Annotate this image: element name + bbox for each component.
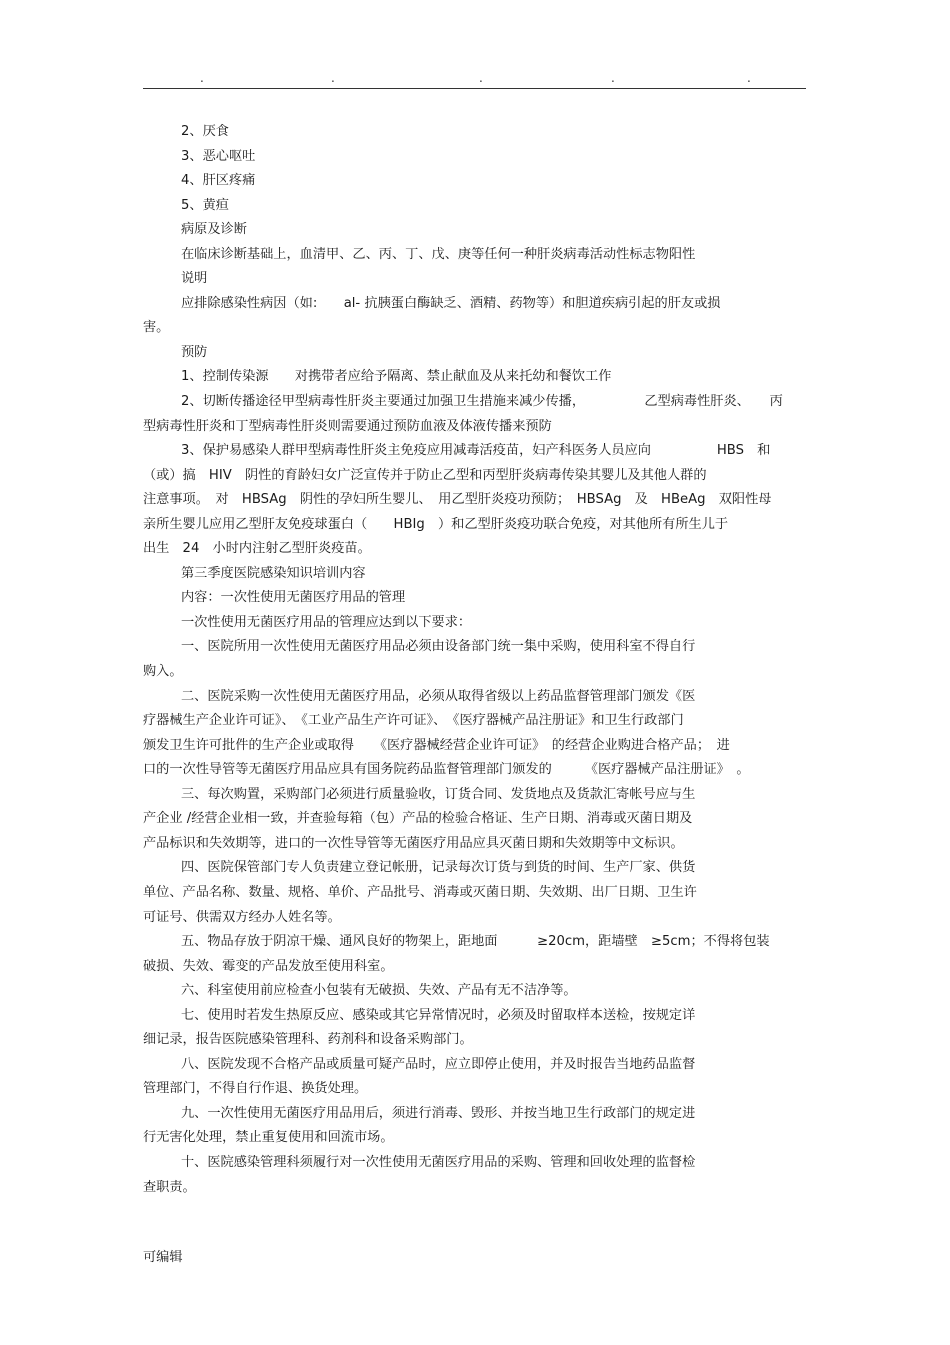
text-line: 管理部门，不得自行作退、换货处理。	[143, 1081, 368, 1097]
text-line: 口的一次性导管等无菌医疗用品应具有国务院药品监督管理部门颁发的 《医疗器械产品注册证》 。	[143, 762, 750, 778]
text-line: 在临床诊断基础上，血清甲、乙、丙、丁、戊、庚等任何一种肝炎病毒活动性标志物阳性	[181, 246, 696, 262]
text-line: 行无害化处理，禁止重复使用和回流市场。	[143, 1130, 394, 1146]
text-line: 产企业 /经营企业相一致，并查验每箱（包）产品的检验合格证、生产日期、消毒或灭菌日期及	[143, 811, 693, 827]
text-line: 五、物品存放于阴凉干燥、通风良好的物架上，距地面 ≥20cm，距墙壁 ≥5cm；不得将包装	[181, 934, 770, 950]
text-line: 3、恶心呕吐	[181, 148, 256, 164]
text-line: 说明	[181, 271, 208, 287]
text-line: 疗器械生产企业许可证》、 《工业产品生产许可证》、 《医疗器械产品注册证》和卫生行政部门	[143, 713, 684, 729]
header-dot: .	[611, 71, 615, 85]
text-line: 注意事项。 对 HBSAg 阴性的孕妇所生婴儿、 用乙型肝炎疫功预防； HBSAg 及 HBeAg 双阳性母	[143, 492, 772, 508]
text-line: 2、切断传播途径甲型病毒性肝炎主要通过加强卫生措施来减少传播， 乙型病毒性肝炎、 丙	[181, 394, 783, 410]
page-header-dots	[143, 70, 806, 86]
text-line: 七、使用时若发生热原反应、感染或其它异常情况时，必须及时留取样本送检，按规定详	[181, 1007, 696, 1023]
text-line: 八、医院发现不合格产品或质量可疑产品时，应立即停止使用，并及时报告当地药品监督	[181, 1056, 696, 1072]
text-line: 预防	[181, 344, 208, 360]
text-line: 病原及诊断	[181, 222, 247, 238]
text-line: 亲所生婴儿应用乙型肝友免疫球蛋白（ HBIg ）和乙型肝炎疫功联合免疫，对其他所有所生儿于	[143, 516, 729, 532]
text-line: 可证号、供需双方经办人姓名等。	[143, 909, 341, 925]
text-line: 1、控制传染源 对携带者应给予隔离、禁止献血及从来托幼和餐饮工作	[181, 369, 612, 385]
header-rule	[143, 88, 806, 89]
text-line: 内容：一次性使用无菌医疗用品的管理	[181, 590, 406, 606]
text-line: 二、医院采购一次性使用无菌医疗用品，必须从取得省级以上药品监督管理部门颁发《医	[181, 688, 696, 704]
text-line: 颁发卫生许可批件的生产企业或取得 《医疗器械经营企业许可证》 的经营企业购进合格产品； 进	[143, 737, 730, 753]
text-line: 单位、产品名称、数量、规格、单价、产品批号、消毒或灭菌日期、失效期、出厂日期、卫生许	[143, 884, 697, 900]
text-line: 细记录，报告医院感染管理科、药剂科和设备采购部门。	[143, 1032, 473, 1048]
header-dot: .	[747, 71, 751, 85]
text-line: 一次性使用无菌医疗用品的管理应达到以下要求：	[181, 614, 472, 630]
text-line: 4、肝区疼痛	[181, 173, 256, 189]
text-line: 一、医院所用一次性使用无菌医疗用品必须由设备部门统一集中采购，使用科室不得自行	[181, 639, 696, 655]
document-body	[143, 120, 806, 1200]
text-line: 型病毒性肝炎和丁型病毒性肝炎则需要通过预防血液及体液传播来预防	[143, 418, 552, 434]
header-dot: .	[331, 71, 335, 85]
text-line: 九、一次性使用无菌医疗用品用后，须进行消毒、毁形、并按当地卫生行政部门的规定进	[181, 1105, 696, 1121]
text-line: 十、医院感染管理科须履行对一次性使用无菌医疗用品的采购、管理和回收处理的监督检	[181, 1154, 696, 1170]
header-dot: .	[479, 71, 483, 85]
text-line: 出生 24 小时内注射乙型肝炎疫苗。	[143, 541, 371, 557]
text-line: 产品标识和失效期等，进口的一次性导管等无菌医疗用品应具灭菌日期和失效期等中文标识。	[143, 835, 684, 851]
text-line: 六、科室使用前应检查小包装有无破损、失效、产品有无不洁净等。	[181, 983, 577, 999]
text-line: （或）搞 HIV 阴性的育龄妇女广泛宣传并于防止乙型和丙型肝炎病毒传染其婴儿及其他人群的	[143, 467, 707, 483]
text-line: 四、医院保管部门专人负责建立登记帐册，记录每次订货与到货的时间、生产厂家、供货	[181, 860, 696, 876]
text-line: 购入。	[143, 664, 183, 680]
text-line: 三、每次购置，采购部门必须进行质量验收，订货合同、发货地点及货款汇寄帐号应与生	[181, 786, 696, 802]
text-line: 5、黄疸	[181, 197, 229, 213]
header-dot: .	[200, 71, 204, 85]
text-line: 3、保护易感染人群甲型病毒性肝炎主免疫应用减毒活疫苗，妇产科医务人员应向 HBS 和	[181, 443, 771, 459]
text-line: 破损、失效、霉变的产品发放至使用科室。	[143, 958, 394, 974]
text-line: 第三季度医院感染知识培训内容	[181, 565, 366, 581]
text-line: 应排除感染性病因（如: al- 抗胰蛋白酶缺乏、酒精、药物等）和胆道疾病引起的肝友或损	[181, 295, 721, 311]
footer-label: 可编辑	[143, 1250, 183, 1265]
text-line: 查职责。	[143, 1179, 196, 1195]
text-line: 害。	[143, 320, 170, 336]
text-line: 2、厌食	[181, 124, 229, 139]
